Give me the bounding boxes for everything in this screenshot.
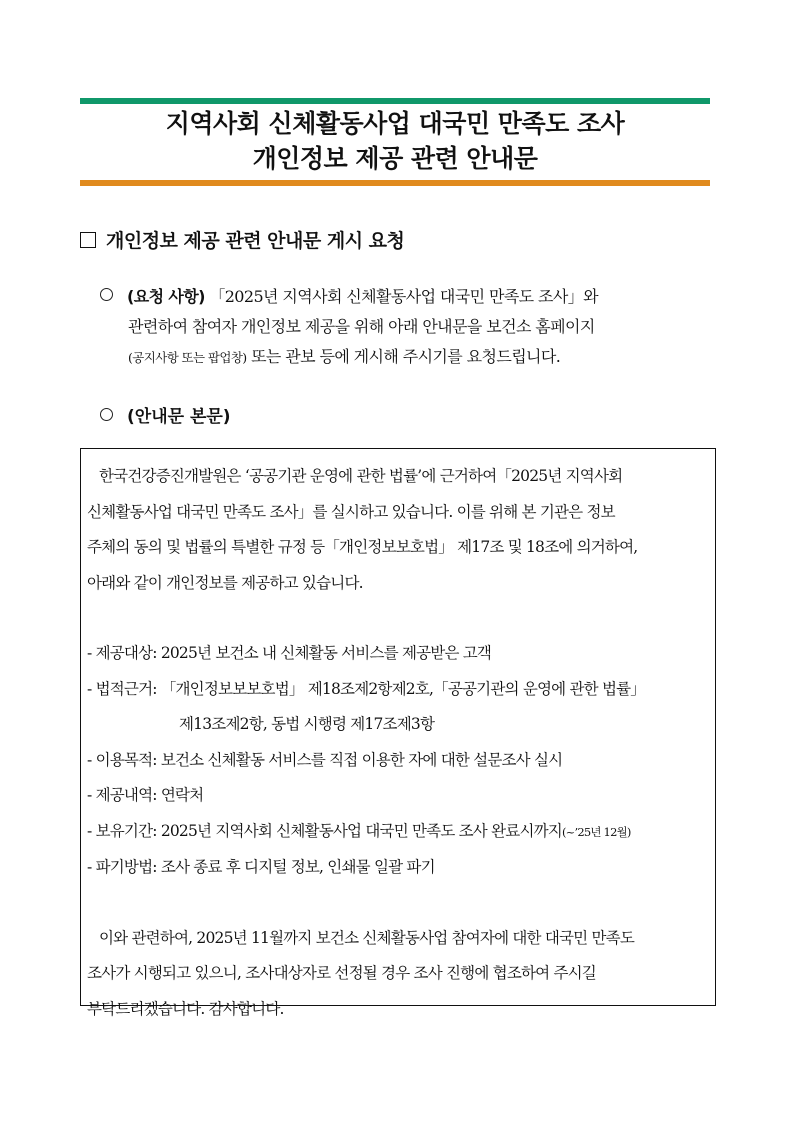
notice-item-purpose: - 이용목적: 보건소 신체활동 서비스를 직접 이용한 자에 대한 설문조사 실시	[87, 750, 563, 769]
notice-intro-line: 한국건강증진개발원은 ‘공공기관 운영에 관한 법률’에 근거하여「2025년 지역사회	[99, 467, 623, 485]
notice-item-legal-basis: - 법적근거: 「개인정보보보호법」 제18조제2항제2호,「공공기관의 운영에 관한 법률」	[87, 679, 645, 698]
request-line-1: 「2025년 지역사회 신체활동사업 대국민 만족도 조사」와	[209, 287, 598, 306]
top-green-rule	[80, 98, 710, 104]
request-line-3: 또는 관보 등에 게시해 주시기를 요청드립니다.	[246, 347, 561, 366]
notice-closing-line: 조사가 시행되고 있으니, 조사대상자로 선정될 경우 조사 진행에 협조하여 주시길	[87, 964, 596, 982]
title-line-1: 지역사회 신체활동사업 대국민 만족도 조사	[165, 109, 625, 138]
notice-item-retention: - 보유기간: 2025년 지역사회 신체활동사업 대국민 만족도 조사 완료시까지(~’25년 12월)	[87, 821, 631, 840]
bottom-orange-rule	[80, 180, 710, 186]
notice-box	[80, 448, 716, 1018]
notice-item-legal-basis-cont: 제13조제2항, 동법 시행령 제17조제3항	[179, 715, 435, 733]
notice-heading-text: (안내문 본문)	[127, 407, 231, 427]
circle-bullet-icon	[100, 408, 113, 421]
notice-item-content: - 제공내역: 연락처	[87, 786, 204, 804]
request-label: (요청 사항)	[127, 287, 205, 306]
notice-closing-line: 이와 관련하여, 2025년 11월까지 보건소 신체활동사업 참여자에 대한 대국민 만족도	[99, 928, 635, 947]
notice-item-target: - 제공대상: 2025년 보건소 내 신체활동 서비스를 제공받은 고객	[87, 644, 492, 662]
section-heading-text: 개인정보 제공 관련 안내문 게시 요청	[106, 230, 405, 252]
request-paragraph	[100, 282, 718, 373]
notice-intro-line: 주체의 동의 및 법률의 특별한 규정 등「개인정보보호법」 제17조 및 18조에 의거하여,	[87, 538, 638, 556]
request-line-2: 관련하여 참여자 개인정보 제공을 위해 아래 안내문을 보건소 홈페이지	[128, 317, 595, 336]
notice-intro-line: 신체활동사업 대국민 만족도 조사」를 실시하고 있습니다. 이를 위해 본 기관은 정보	[87, 502, 615, 521]
notice-heading	[100, 402, 231, 427]
request-line-3-small: (공지사항 또는 팝업창)	[128, 350, 247, 365]
document-title	[80, 106, 710, 176]
circle-bullet-icon	[100, 288, 113, 301]
section-heading	[80, 226, 404, 253]
square-bullet-icon	[80, 232, 96, 248]
notice-intro-line: 아래와 같이 개인정보를 제공하고 있습니다.	[87, 573, 363, 592]
notice-closing-line: 부탁드리겠습니다. 감사합니다.	[87, 999, 284, 1018]
title-line-2: 개인정보 제공 관련 안내문	[252, 144, 538, 173]
notice-item-disposal: - 파기방법: 조사 종료 후 디지털 정보, 인쇄물 일괄 파기	[87, 858, 435, 876]
